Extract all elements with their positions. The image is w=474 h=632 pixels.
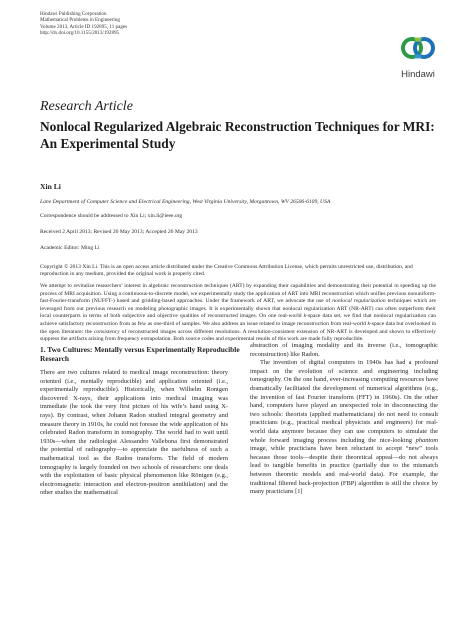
abstract-emphasis-2: k [303,313,307,320]
journal-volume: Volume 2013, Article ID 192895, 11 pages [40,23,128,30]
section-heading: 1. Two Cultures: Mentally versus Experimentally Reproducible Research [40,345,240,364]
body-column-right [250,342,438,497]
journal-doi[interactable]: http://dx.doi.org/10.1155/2013/192895 [40,30,120,37]
body-text: The invention of digital computers in 1940s has had a profound impact on the evolution of science and engineering including tomography. On the one hand, ever-increasing computing resources have dramatically facilitated the development of numerical algorithms (e.g., the invention of fast Fourier transform (FFT) in 1960s). On the other hand, computers have played an unexpected role in disconnecting the two schools: theorists (applied mathematicians) do not need to consult practicians (e.g., practical medical physicists and engineers) for real-world data anymore because they can use computers to simulate the whole forward imaging process including the nice-looking [250,359,438,444]
article-type: Research Article [40,99,133,114]
body-paragraph [250,359,438,497]
abstract-part-4: -space data but overlooked in the open literature: the [40,320,437,335]
journal-name: Mathematical Problems in Engineering [40,17,120,24]
hindawi-logo-text: Hindawi [401,69,435,80]
abstract-part-5: of reconstructed images across different resolutions. A resolution-consistent extension of NR-ART is developed and shown to effectively suppress the artifacts arising from frequency extrapolation. Both source codes and experimental results of this work are made fully reproducible. [40,328,436,343]
body-emphasis: phantom [415,436,438,444]
abstract-part-1: We attempt to revitalize researchers’ interest in algebraic reconstruction techniques (ART) by expanding their capabilities and demonstrating their potential in speeding up the process of MRI acquisition. Using a continuous-to-discrete model, we experimentally study the application of ART into MRI reconstruction which unifies previous nonuniform-fast-Fourier-transform (NUFFT-) based and gridding-based approaches. Under the framework of ART, we advocate the use of [40,283,436,305]
publication-dates: Received 2 April 2013; Revised 20 May 2013; Accepted 26 May 2013 [40,229,198,235]
journal-publisher: Hindawi Publishing Corporation [40,11,107,17]
abstract-emphasis-1: nonlocal regularization [332,298,386,305]
abstract-emphasis-4: consistency [93,328,120,335]
abstract-part-2: techniques which are leveraged from our previous research on modeling photographic images. It is experimentally shown that nonlocal regularization ART (NR-ART) can often outperform their local counterparts in terms of both subjective and objective qualities of reconstructed images. On one real-world [40,298,436,320]
paper-title: Nonlocal Regularized Algebraic Reconstruction Techniques for MRI: An Experimental Study [40,119,435,151]
hindawi-logo [392,28,444,88]
body-column-left [40,369,228,498]
journal-meta [40,11,127,37]
abstract [40,283,436,344]
correspondence: Correspondence should be addressed to Xin Li; xin.li@ieee.org [40,213,183,219]
copyright-notice: Copyright © 2013 Xin Li. This is an open access article distributed under the Creative Commons Attribution License, which permits unrestricted use, distribution, and reproduction in any medium, provided the original work is properly cited. [40,264,413,278]
body-text: image, while practicians have been reluctant to accept “new” tools because those tools—despite their theoretical appeal—do not always lead to tangible benefits in practice (partially due to the mismatch between theoretic models and real-world data). For example, the traditional filtered back-projection (FBP) algorithm is still the choice by many practicians [1] [250,445,438,496]
hindawi-rings-icon [392,28,444,68]
author-affiliation: Lane Department of Computer Science and Electrical Engineering, West Virginia University, Morgantown, WV 26506-6109, USA [40,199,331,205]
body-paragraph: There are two cultures related to medical image reconstruction: theory oriented (i.e., mentally reproducible) and application oriented (i.e., experimentally reproducible). Historically, when Wilhelm Rontgen discovered X-rays, their applications into medical imaging was immediate (he took the very first picture of his wife’s hand using X-rays). By contrast, when Johann Radon studied integral geometry and measure theory in 1910s, he could not foresee the wide application of his celebrated Radon transform in tomography. The world had to wait until 1930s—when the radiologist Alessandro Vallebona first demonstrated the potential of radiography—to appreciate the usefulness of such a mathematical tool as the Radon transform. The field of modern tomography is largely founded on two schools of researchers: one deals with the exploitation of basic physical phenomenon like Röntgen (e.g., electromagnetic interaction and electron-positron annihilation) and the other studies the mathematical [40,369,228,497]
abstract-emphasis-3: k [367,320,370,327]
abstract-part-3: -space data set, we find that nonlocal regularization can achieve satisfactory reconstruction from as few as one-third of samples. We also address an issue related to image reconstruction from real-world [40,313,436,327]
body-paragraph: abstraction of imaging modality and its inverse (i.e., tomographic reconstruction) like Radon. [250,342,438,358]
academic-editor: Academic Editor: Ming Li [40,245,100,251]
author-name: Xin Li [40,182,61,191]
